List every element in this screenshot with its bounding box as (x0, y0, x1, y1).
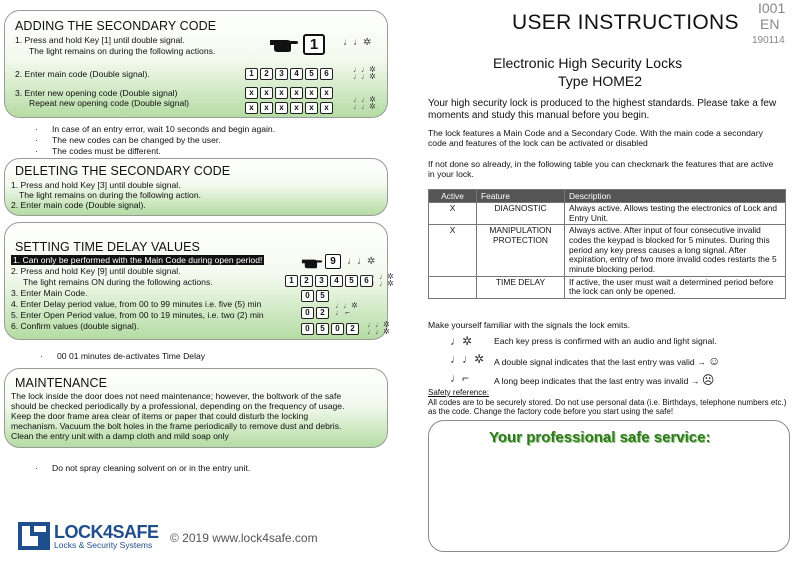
safety-line: All codes are to be securely stored. Do not use personal data (i.e. Birthdays, telephone numbers etc.) (428, 397, 787, 407)
pointing-hand-icon (301, 256, 323, 269)
smiley-sad-icon: ☹ (701, 373, 715, 387)
key: 4 (290, 68, 303, 80)
key: x (305, 102, 318, 114)
description-cell: Always active. After input of four consecutive invalid codes the keypad is blocked for 5 minutes. During this period any key press causes a long signal. After expiration, entry of two more invalid codes restarts the 5 minute blocking period. (565, 225, 786, 276)
maintenance-line: should be checked periodically by a professional, depending on the frequency of usage. (11, 401, 345, 411)
key: 6 (360, 275, 373, 287)
key: 1 (285, 275, 298, 287)
table-row (429, 225, 786, 276)
intro-line: Your high security lock is produced to the highest standards. Please take a few (428, 98, 777, 109)
logo-main: LOCK4SAFE (54, 522, 159, 542)
pointing-hand-icon (269, 35, 299, 53)
key-1-large: 1 (303, 34, 325, 55)
step-3-repeat: Repeat new opening code (Double signal) (29, 98, 190, 108)
doc-language: EN (760, 16, 780, 32)
page-title: USER INSTRUCTIONS (512, 11, 739, 34)
key: x (245, 102, 258, 114)
double-signal-icon: ♩♩✲ ♩♩✲ (371, 272, 394, 289)
step-5: 5. Enter Open Period value, from 00 to 19 minutes, i.e. two (2) min (11, 310, 264, 320)
maintenance-line: Clean the entry unit with a damp cloth and mild soap only (11, 431, 229, 441)
deleting-secondary-code-box (4, 158, 388, 216)
signal-text-label: A double signal indicates that the last entry was valid (494, 357, 695, 367)
features-table (428, 189, 786, 299)
double-signal-icon: ♩♩✲ (450, 352, 485, 366)
intro-para-3 (428, 159, 773, 180)
note-codes-changeable: · The new codes can be changed by the user. (52, 135, 221, 145)
open-period-keys (301, 307, 329, 319)
note-deactivate-delay: · 00 01 minutes de-activates Time Delay (57, 351, 205, 361)
feature-cell: TIME DELAY (477, 276, 565, 298)
table-row (429, 276, 786, 298)
doc-code: I001 (758, 0, 786, 16)
key: 0 (301, 323, 314, 335)
key: x (275, 102, 288, 114)
double-signal-icon: ♩♩✲ ♩♩✲ (353, 65, 376, 82)
double-signal-icon: ♩♩✲ (347, 256, 376, 267)
key: x (320, 102, 333, 114)
double-signal-icon: ♩♩✲ ♩♩✲ (367, 320, 390, 337)
step-2: 2. Enter main code (Double signal). (15, 69, 150, 79)
table-row (429, 203, 786, 225)
description-cell: If active, the user must wait a determined period before the lock can only be opened. (565, 276, 786, 298)
step-3: 3. Enter Main Code. (11, 288, 88, 298)
smiley-happy-icon: ☺ (708, 354, 721, 368)
intro-line: moments and study this manual before you begin. (428, 110, 650, 121)
signal-row-double (428, 352, 788, 368)
key: 4 (330, 275, 343, 287)
step-1-warning: 1. Can only be performed with the Main Code during open period! (13, 255, 263, 265)
box-title: DELETING THE SECONDARY CODE (15, 164, 231, 178)
note-entry-error: · In case of an entry error, wait 10 seconds and begin again. (52, 124, 275, 134)
step-6: 6. Confirm values (double signal). (11, 321, 140, 331)
confirm-keys (301, 323, 359, 335)
product-type: Type HOME2 (558, 73, 643, 89)
key: x (260, 102, 273, 114)
repeat-code-keys (245, 102, 333, 114)
key: x (275, 87, 288, 99)
doc-date: 190114 (752, 35, 785, 46)
maintenance-line: Keep the door frame area clear of items or paper that could disturb the locking (11, 411, 309, 421)
signal-row-long (428, 371, 788, 387)
safety-title: Safety reference: (428, 388, 489, 397)
key: 5 (305, 68, 318, 80)
key: 0 (301, 307, 314, 319)
main-code-keys (245, 68, 333, 80)
intro-line: in your lock. (428, 169, 474, 180)
key: x (260, 87, 273, 99)
key: x (305, 87, 318, 99)
active-checkbox-cell[interactable] (429, 276, 477, 298)
delay-keys (301, 290, 329, 302)
intro-line: code and features of the lock can be activated or disabled (428, 138, 648, 149)
time-delay-box (4, 222, 394, 340)
main-code-keys (285, 275, 373, 287)
key: x (290, 102, 303, 114)
new-code-keys (245, 87, 333, 99)
box-title: SETTING TIME DELAY VALUES (15, 240, 200, 254)
step-2: 2. Press and hold Key [9] until double signal. (11, 266, 181, 276)
column-header: Active (429, 190, 477, 203)
key: 3 (275, 68, 288, 80)
long-beep-icon: ♩⌐ (450, 371, 470, 385)
key: 1 (245, 68, 258, 80)
step-1-note: The light remains on during the following action. (19, 190, 202, 200)
column-header: Feature (477, 190, 565, 203)
safe-service-box (428, 420, 790, 552)
description-cell: Always active. Allows testing the electronics of Lock and Entry Unit. (565, 203, 786, 225)
key: x (290, 87, 303, 99)
key: 2 (346, 323, 359, 335)
double-signal-icon: ♩♩✲ (343, 37, 372, 48)
adding-secondary-code-box (4, 10, 388, 118)
key: x (245, 87, 258, 99)
key: 2 (260, 68, 273, 80)
intro-para-1 (428, 98, 776, 122)
active-checkbox-cell[interactable]: X (429, 203, 477, 225)
signals-intro: Make yourself familiar with the signals the lock emits. (428, 320, 631, 330)
step-1: 1. Press and hold Key [3] until double signal. (11, 180, 181, 190)
key: 0 (331, 323, 344, 335)
step-3: 3. Enter new opening code (Double signal) (15, 88, 178, 98)
signal-text: Each key press is confirmed with an audio and light signal. (494, 336, 717, 346)
key: 6 (320, 68, 333, 80)
step-2-note: The light remains ON during the following actions. (23, 277, 213, 287)
key: 0 (301, 290, 314, 302)
service-title: Your professional safe service: (489, 429, 711, 446)
key-9-large: 9 (325, 254, 341, 269)
step-4: 4. Enter Delay period value, from 00 to 99 minutes i.e. five (5) min (11, 299, 262, 309)
box-title: MAINTENANCE (15, 376, 108, 390)
lock4safe-logo-icon (18, 522, 50, 550)
intro-line: If not done so already, in the following table you can checkmark the features that are active (428, 159, 774, 169)
intro-line: The lock features a Main Code and a Secondary Code. With the main code a secondary (428, 128, 763, 138)
copyright: © 2019 www.lock4safe.com (170, 531, 318, 545)
feature-cell: DIAGNOSTIC (477, 203, 565, 225)
signal-text: A long beep indicates that the last entry was invalid → ☹ (494, 373, 715, 387)
product-subtitle: Electronic High Security Locks (493, 55, 683, 71)
note-no-solvent: · Do not spray cleaning solvent on or in the entry unit. (52, 463, 250, 473)
box-title: ADDING THE SECONDARY CODE (15, 19, 217, 33)
key: 2 (316, 307, 329, 319)
column-header: Description (565, 190, 786, 203)
key: 5 (316, 290, 329, 302)
key: x (320, 87, 333, 99)
feature-cell: MANIPULATION PROTECTION (477, 225, 565, 276)
logo-subtitle: Locks & Security Systems (54, 540, 153, 550)
signal-text: A double signal indicates that the last entry was valid → ☺ (494, 354, 721, 368)
signal-row-single (428, 334, 788, 350)
note-codes-different: · The codes must be different. (52, 146, 161, 156)
key: 2 (300, 275, 313, 287)
signal-text-label: A long beep indicates that the last entry was invalid (494, 376, 689, 386)
maintenance-line: mechanism. Vacuum the bolt holes in the frame periodically to remove dust and debris. (11, 421, 342, 431)
safety-reference (428, 388, 786, 417)
key: 5 (316, 323, 329, 335)
key: 3 (315, 275, 328, 287)
active-checkbox-cell[interactable]: X (429, 225, 477, 276)
maintenance-box (4, 368, 388, 448)
step-1-note: The light remains on during the following actions. (29, 46, 216, 56)
step-1: 1. Press and hold Key [1] until double signal. (15, 35, 185, 45)
intro-para-2 (428, 128, 763, 149)
maintenance-line: The lock inside the door does not need maintenance; however, the boltwork of the safe (11, 391, 342, 401)
safety-line: as the code. Change the factory code before you start using the safe! (428, 407, 674, 417)
signal-icon: ♩♩✲ ♩ ⌐ (335, 301, 358, 318)
single-signal-icon: ♩✲ (450, 334, 473, 348)
key: 5 (345, 275, 358, 287)
table-header-row (429, 190, 786, 203)
double-signal-icon: ♩♩✲ ♩♩✲ (353, 95, 376, 112)
step-2: 2. Enter main code (Double signal). (11, 200, 146, 210)
